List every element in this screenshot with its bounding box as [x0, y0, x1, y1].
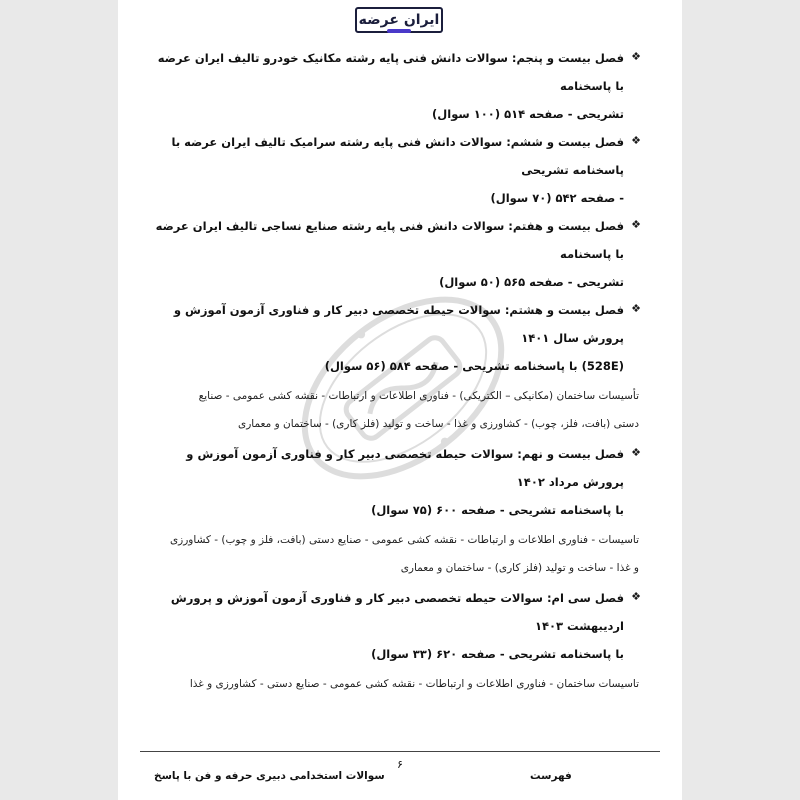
- page-number: ۶: [397, 758, 403, 771]
- diamond-bullet-icon: ❖: [631, 50, 641, 63]
- diamond-bullet-icon: ❖: [631, 218, 641, 231]
- heading-line: با پاسخنامه تشریحی - صفحه ۶۲۰ (۳۳ سوال): [371, 647, 624, 661]
- heading-line: فصل بیست و پنجم: سوالات دانش فنی پایه رشته مکانیک خودرو تالیف ایران عرضه با پاسخنامه: [157, 51, 624, 93]
- heading-line: فصل بیست و ششم: سوالات دانش فنی پایه رشته سرامیک تالیف ایران عرضه با پاسخنامه تشریحی: [171, 135, 624, 177]
- table-of-contents: [151, 44, 641, 700]
- heading-line: فصل بیست و هفتم: سوالات دانش فنی پایه رشته صنایع نساجی تالیف ایران عرضه با پاسخنامه: [155, 219, 624, 261]
- heading-line: (528E) با پاسخنامه تشریحی - صفحه ۵۸۴ (۵۶ سوال): [324, 359, 624, 373]
- subjects-line: تاسیسات - فناوری اطلاعات و ارتباطات - نقشه کشی عمومی - صنایع دستی (بافت، فلز و چوب) - کشاورزی: [169, 534, 639, 546]
- toc-entry-heading: [151, 212, 624, 296]
- toc-entry[interactable]: [151, 440, 641, 524]
- subjects-line: دستی (بافت، فلز، چوب) - کشاورزی و غذا - ساخت و تولید (فلز کاری) - ساختمان و معماری: [237, 418, 639, 430]
- diamond-bullet-icon: ❖: [631, 134, 641, 147]
- footer-book-title: سوالات استخدامی دبیری حرفه و فن با پاسخ: [154, 770, 385, 782]
- heading-line: - صفحه ۵۴۲ (۷۰ سوال): [490, 191, 624, 205]
- logo-text: ایران عرضه: [358, 12, 440, 28]
- toc-entry-heading: [151, 440, 624, 524]
- toc-entry-subjects: [151, 670, 641, 698]
- toc-entry[interactable]: [151, 128, 641, 212]
- heading-line: تشریحی - صفحه ۵۱۴ (۱۰۰ سوال): [432, 107, 624, 121]
- toc-entry-heading: [151, 584, 624, 668]
- toc-entry-heading: [151, 44, 624, 128]
- toc-entry[interactable]: [151, 296, 641, 380]
- toc-entry[interactable]: [151, 584, 641, 668]
- heading-line: با پاسخنامه تشریحی - صفحه ۶۰۰ (۷۵ سوال): [371, 503, 624, 517]
- subjects-line: تأسیسات ساختمان (مکانیکی – الکتریکی) - فناوری اطلاعات و ارتباطات - نقشه کشی عمومی - صنایع: [198, 390, 639, 402]
- toc-entry[interactable]: [151, 44, 641, 128]
- logo-swoosh-icon: [387, 29, 411, 33]
- toc-entry-subjects: [151, 526, 641, 582]
- document-page: [118, 0, 682, 800]
- subjects-line: تاسیسات ساختمان - فناوری اطلاعات و ارتباطات - نقشه کشی عمومی - صنایع دستی - کشاورزی و غذا: [189, 678, 639, 690]
- heading-line: فصل بیست و هشتم: سوالات حیطه تخصصی دبیر کار و فناوری آزمون آموزش و پرورش سال ۱۴۰۱: [173, 303, 624, 345]
- toc-entry[interactable]: [151, 212, 641, 296]
- heading-line: فصل سی ام: سوالات حیطه تخصصی دبیر کار و فناوری آزمون آموزش و پرورش اردیبهشت ۱۴۰۳: [170, 591, 624, 633]
- subjects-line: و غذا - ساخت و تولید (فلز کاری) - ساختمان و معماری: [400, 562, 639, 574]
- footer-section-label: فهرست: [530, 770, 572, 782]
- diamond-bullet-icon: ❖: [631, 302, 641, 315]
- heading-line: فصل بیست و نهم: سوالات حیطه تخصصی دبیر کار و فناوری آزمون آموزش و پرورش مرداد ۱۴۰۲: [186, 447, 624, 489]
- diamond-bullet-icon: ❖: [631, 590, 641, 603]
- toc-entry-heading: [151, 296, 624, 380]
- toc-entry-heading: [151, 128, 624, 212]
- footer-divider: [140, 751, 660, 752]
- toc-entry-subjects: [151, 382, 641, 438]
- diamond-bullet-icon: ❖: [631, 446, 641, 459]
- publisher-logo: [355, 7, 443, 33]
- heading-line: تشریحی - صفحه ۵۶۵ (۵۰ سوال): [439, 275, 624, 289]
